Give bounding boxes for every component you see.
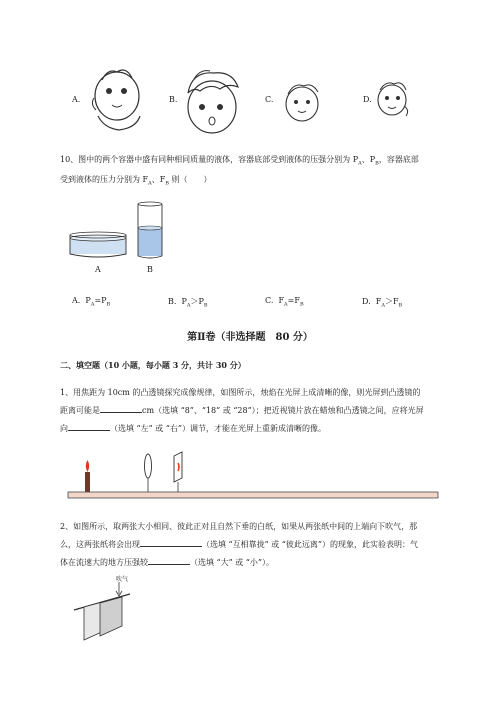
answer-blank-2[interactable] bbox=[68, 430, 110, 431]
q10-option-d: D. $F_A>F_B$ bbox=[362, 297, 403, 309]
q10-option-b: B. $P_A>P_B$ bbox=[168, 297, 208, 309]
section-heading: 二、填空题（10 小题，每小题 3 分，共计 30 分） bbox=[60, 360, 246, 370]
baby-face-b-icon bbox=[180, 65, 250, 140]
f1-line1: 1、用焦距为 10cm 的凸透镜探究成像规律，如图所示，烛焰在光屏上成清晰的像，则光屏到凸透镜的 bbox=[60, 388, 421, 397]
f1-line2: 距离可能是 cm（选填 “8”、“18” 或 “28”）；把近视镜片放在蜡烛和凸透镜之间，应将光屏 bbox=[60, 406, 424, 415]
baby-face-a-icon bbox=[84, 58, 154, 138]
q10-line1: 10、图中的两个容器中盛有同种相同质量的液体，容器底部受到液体的压强分别为 $P_A$、$P_B$，容器底部 bbox=[60, 155, 419, 167]
answer-blank-1[interactable] bbox=[100, 412, 142, 413]
q9-option-c-letter: C. bbox=[265, 95, 274, 104]
answer-blank-4[interactable] bbox=[148, 564, 190, 565]
baby-face-d-icon bbox=[372, 78, 414, 122]
blow-label: 吹气 bbox=[116, 576, 129, 583]
f2-line1: 2、如图所示，取两张大小相同、彼此正对且自然下垂的白纸，如果从两张纸中间的上端向下吹气，那 bbox=[60, 522, 418, 531]
q10-stem bbox=[60, 152, 460, 191]
fill-question-1 bbox=[60, 384, 460, 438]
q9-option-b-letter: B. bbox=[169, 95, 178, 104]
f2-line3: 体在流速大的地方压强较 （选填 “大” 或 “小”）。 bbox=[60, 558, 274, 567]
q10-option-a: A. $P_A=P_B$ bbox=[72, 296, 111, 308]
containers-figure bbox=[66, 198, 176, 278]
answer-blank-3[interactable] bbox=[140, 546, 202, 547]
f2-line2: 么，这两张纸将会出现 （选填 “互相靠拢” 或 “彼此远离”）的现象，此实验表明：气 bbox=[60, 540, 418, 549]
q9-option-d-letter: D. bbox=[363, 95, 372, 104]
optical-bench-figure bbox=[68, 452, 438, 504]
baby-face-c-icon bbox=[280, 78, 324, 126]
q9-option-a-letter: A. bbox=[72, 95, 81, 104]
figure-label-b: B bbox=[147, 265, 153, 274]
f1-line3: 向 （选填 “左” 或 “右”）调节，才能在光屏上重新成清晰的像。 bbox=[60, 424, 326, 433]
fill-question-2 bbox=[60, 518, 460, 572]
part2-title: 第Ⅱ卷（非选择题 80 分） bbox=[187, 332, 313, 343]
q10-option-c: C. $F_A=F_B$ bbox=[265, 296, 304, 308]
figure-label-a: A bbox=[95, 265, 101, 274]
paper-figure bbox=[70, 582, 150, 642]
q10-line2: 受到液体的压力分别为 $F_A$、$F_B$ 则（ ） bbox=[60, 174, 212, 187]
